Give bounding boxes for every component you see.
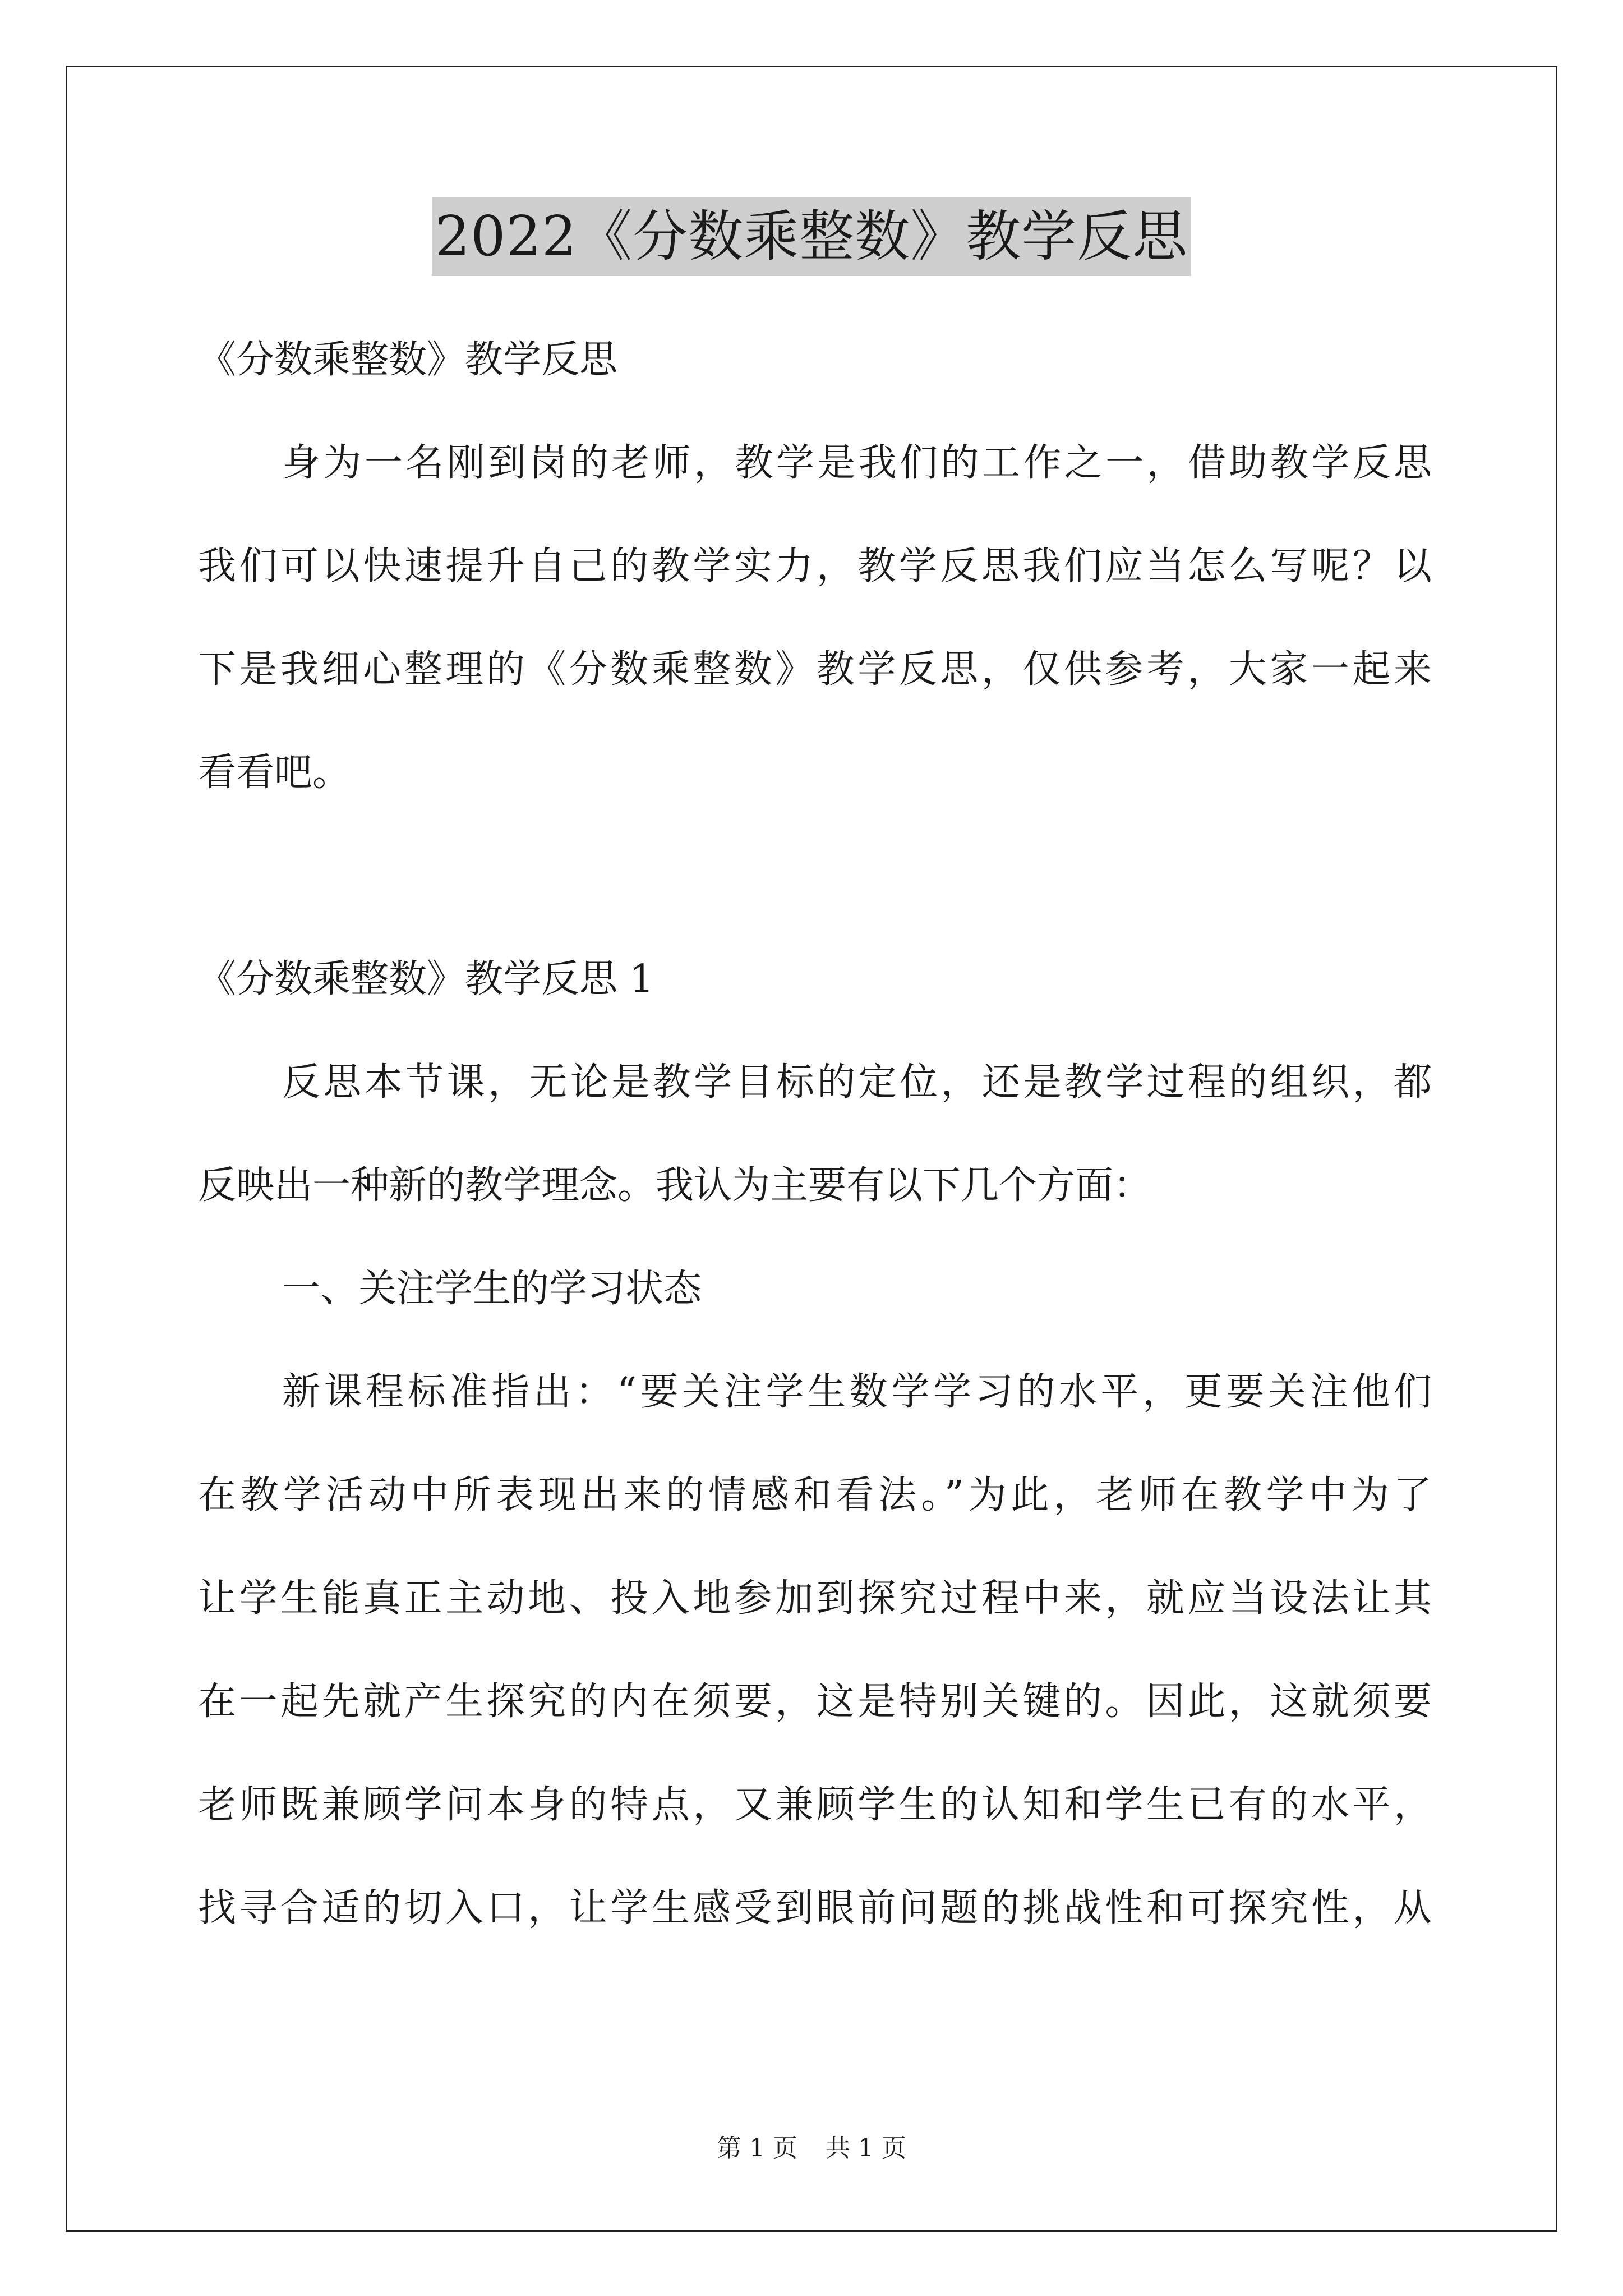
paragraph-line: 找寻合适的切入口，让学生感受到眼前问题的挑战性和可探究性，从 <box>198 1886 1432 1930</box>
paragraph-line: 让学生能真正主动地、投入地参加到探究过程中来，就应当设法让其 <box>198 1576 1432 1621</box>
title-container <box>0 197 1623 276</box>
paragraph-line: 新课程标准指出：“要关注学生数学学习的水平，更要关注他们 <box>282 1370 1432 1414</box>
intro-line: 看看吧。 <box>198 751 351 795</box>
intro-line: 身为一名刚到岗的老师，教学是我们的工作之一，借助教学反思 <box>282 441 1432 485</box>
document-body <box>198 309 1432 1960</box>
subheading: 一、关注学生的学习状态 <box>282 1267 702 1311</box>
paragraph-line: 反映出一种新的教学理念。我认为主要有以下几个方面： <box>198 1163 1152 1208</box>
intro-line: 下是我细心整理的《分数乘整数》教学反思，仅供参考，大家一起来 <box>198 647 1432 692</box>
paragraph-line: 老师既兼顾学问本身的特点，又兼顾学生的认知和学生已有的水平， <box>198 1783 1432 1827</box>
page-footer <box>0 2132 1623 2165</box>
section-heading: 《分数乘整数》教学反思 1 <box>198 957 654 1001</box>
paragraph-line: 反思本节课，无论是教学目标的定位，还是教学过程的组织，都 <box>282 1060 1432 1105</box>
paragraph-line: 在一起先就产生探究的内在须要，这是特别关键的。因此，这就须要 <box>198 1680 1432 1724</box>
intro-line: 我们可以快速提升自己的教学实力，教学反思我们应当怎么写呢？以 <box>198 544 1432 588</box>
intro-heading: 《分数乘整数》教学反思 <box>198 338 618 382</box>
page-number-total: 共 1 页 <box>826 2134 906 2162</box>
document-title: 2022《分数乘整数》教学反思 <box>432 197 1191 276</box>
page-number-current: 第 1 页 <box>717 2134 797 2162</box>
paragraph-line: 在教学活动中所表现出来的情感和看法。”为此，老师在教学中为了 <box>198 1473 1432 1517</box>
spacer <box>198 825 1432 928</box>
